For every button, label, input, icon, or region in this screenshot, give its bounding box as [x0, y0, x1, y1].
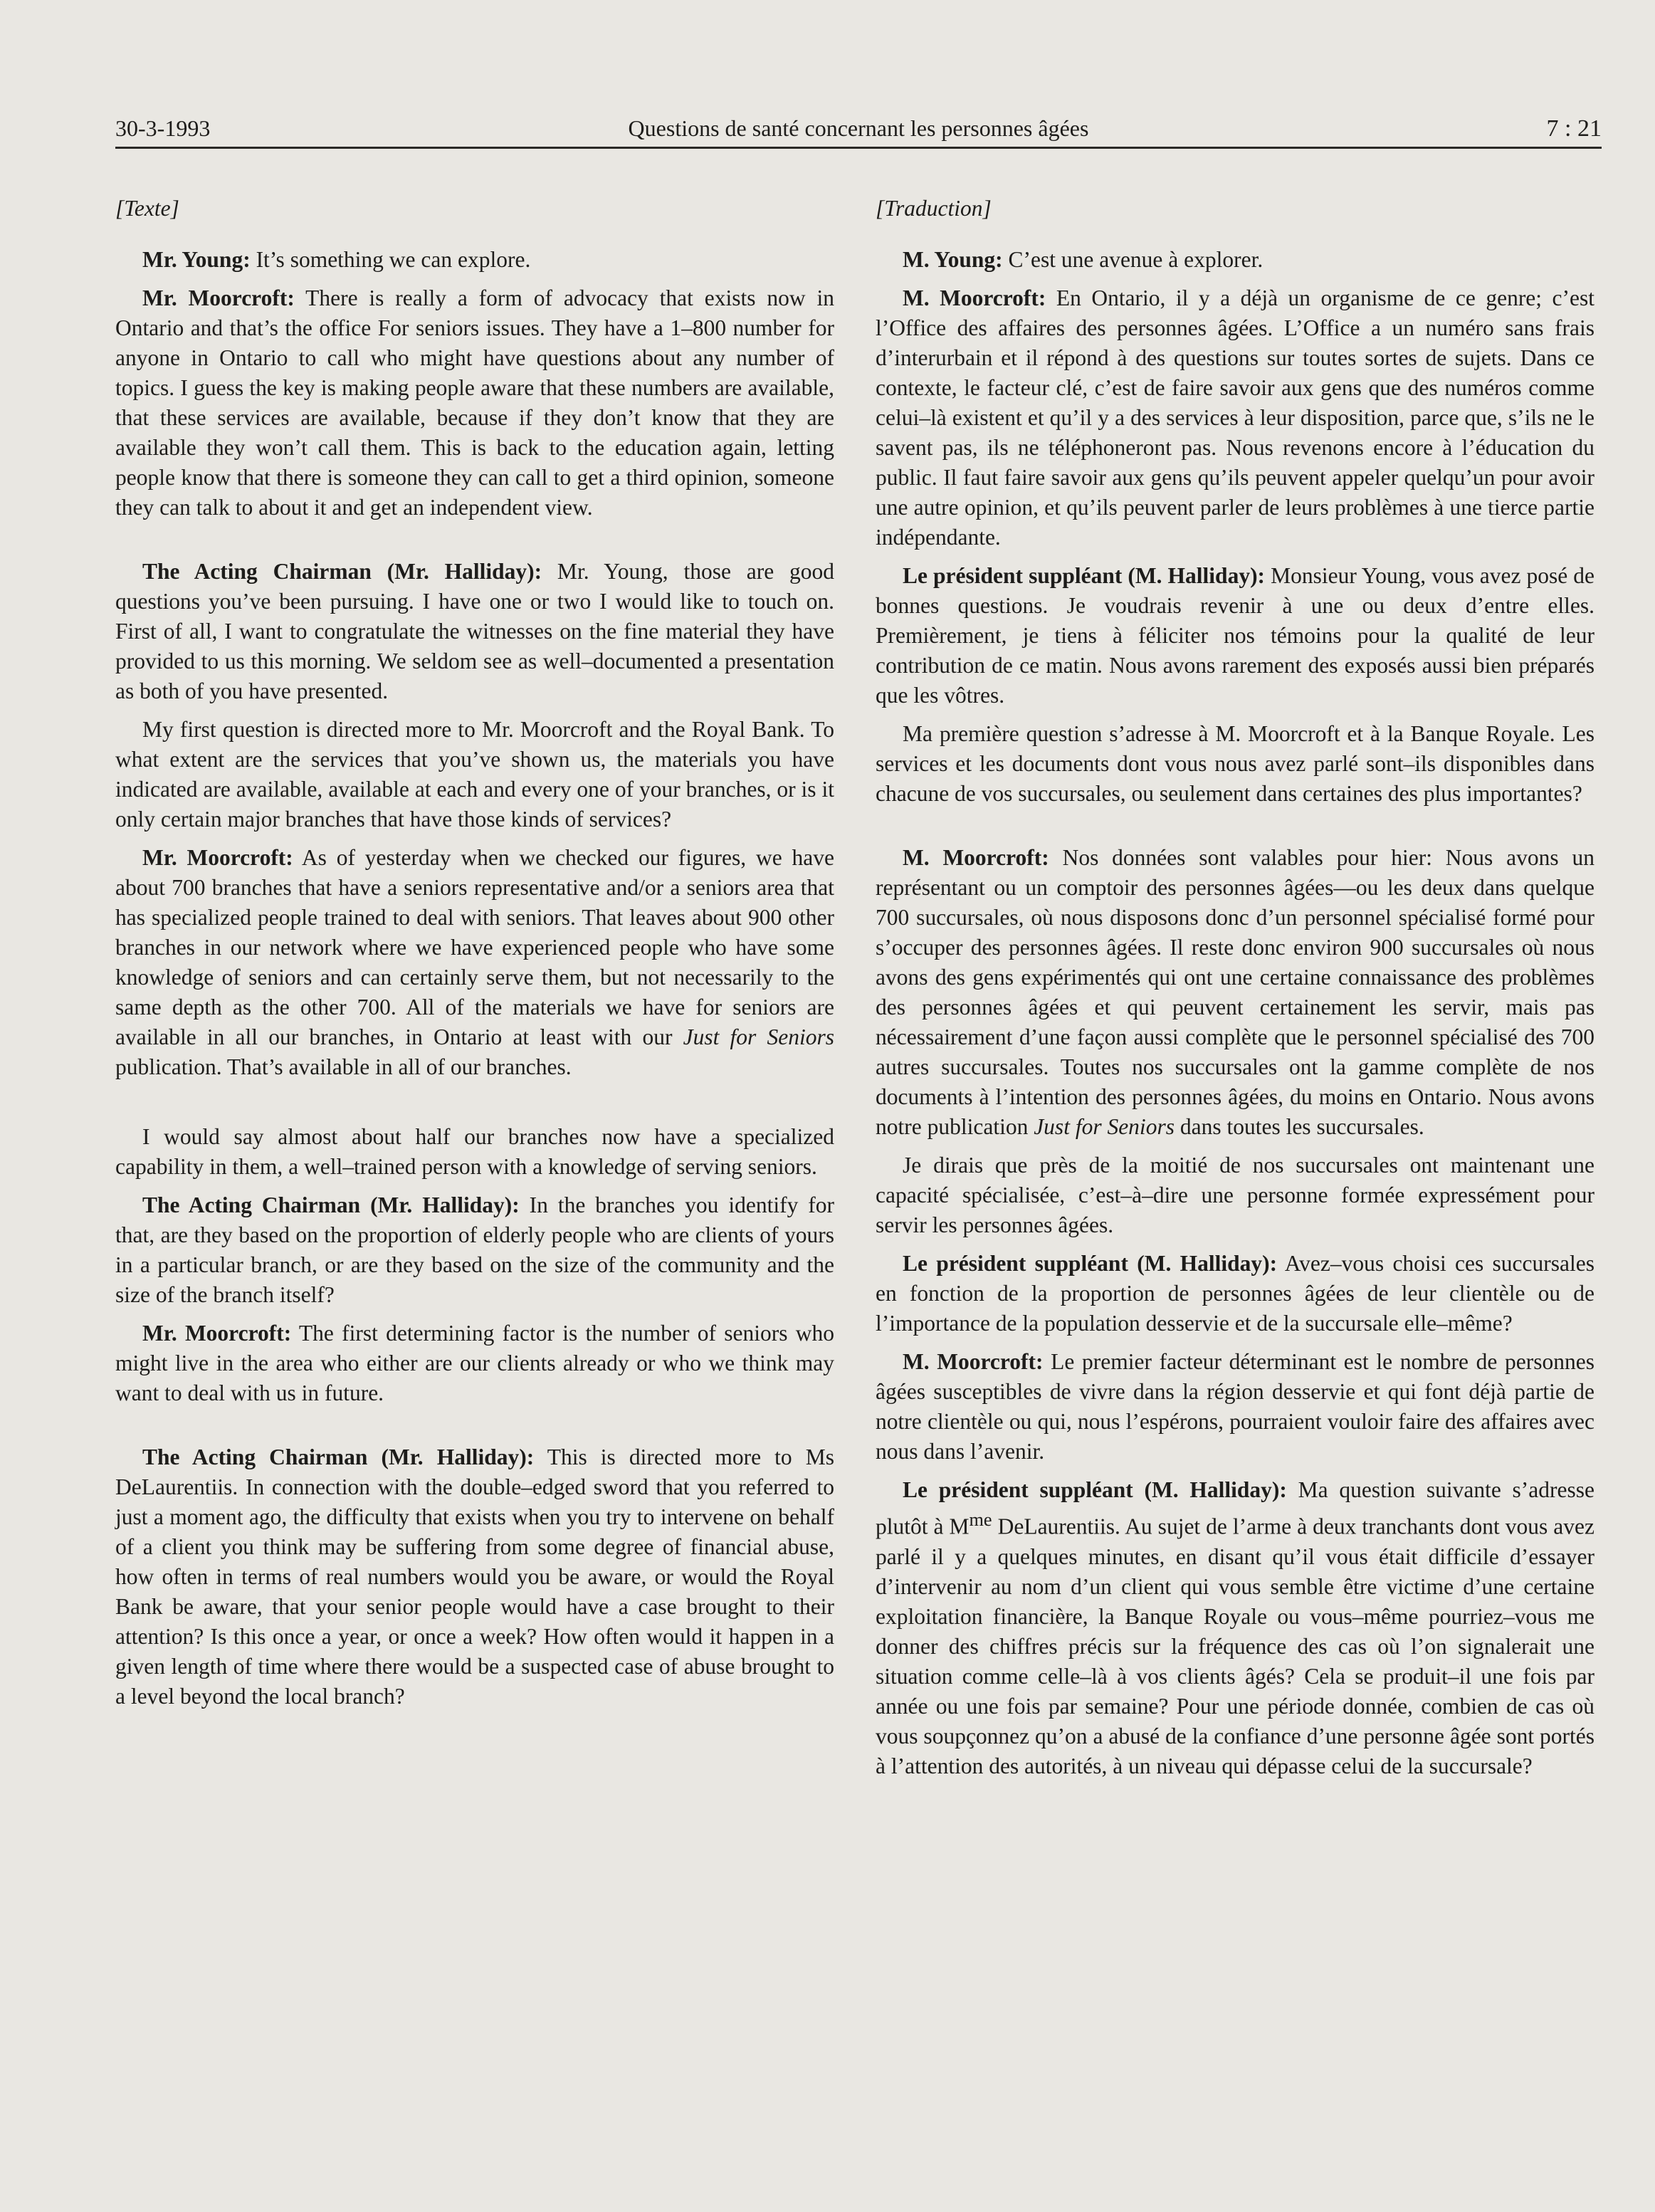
speaker: The Acting Chairman (Mr. Halliday):: [142, 1445, 535, 1469]
paragraph: I would say almost about half our branches now have a specialized capability in them, a well–trained person with a knowledge of serving seniors.: [115, 1124, 834, 1179]
speaker: Mr. Young:: [142, 247, 251, 272]
paragraph: Mr. Moorcroft: The first determining factor is the number of seniors who might live in the area who either are our clients already or who we think may want to deal with us in future.: [115, 1321, 835, 1405]
column-tag: [Texte]: [115, 196, 179, 221]
paragraph: Je dirais que près de la moitié de nos succursales ont maintenant une capacité spécialisée, c’est–à–dire une personne formée expressément pour servir les personnes âgées.: [876, 1153, 1594, 1237]
paragraph: M. Moorcroft: Le premier facteur déterminant est le nombre de personnes âgées susceptibles de vivre dans la région desservie et qui font déjà partie de notre clientèle ou qui, nous l’espérons, pourraient vouloir faire des affaires avec nous dans l’avenir.: [876, 1349, 1594, 1464]
paragraph: M. Young: C’est une avenue à explorer.: [903, 247, 1263, 272]
page-header: [115, 107, 1602, 147]
paragraph: Ma première question s’adresse à M. Moorcroft et à la Banque Royale. Les services et les documents dont vous nous avez parlé sont–ils disponibles dans chacune de vos succursales, ou seulement dans certaines des plus importantes?: [876, 721, 1594, 806]
speaker: M. Moorcroft:: [903, 1349, 1044, 1374]
english-column: [115, 194, 834, 1720]
header-title: Questions de santé concernant les personnes âgées: [628, 115, 1089, 141]
speaker: Le président suppléant (M. Halliday):: [903, 1251, 1278, 1276]
header-rule: [115, 147, 1602, 149]
paragraph: The Acting Chairman (Mr. Halliday): In the branches you identify for that, are they based on the proportion of elderly people who are clients of yours in a particular branch, or are they based on the size of the community and the size of the branch itself?: [115, 1193, 834, 1307]
paragraph: Mr. Young: It’s something we can explore.: [142, 247, 531, 272]
paragraph: Le président suppléant (M. Halliday): Ma question suivante s’adresse plutôt à $M^{me}$ DeLaurentiis. Au sujet de l’arme à deux tranchants dont vous avez parlé il y a quelques minutes, en disant qu’il vous était difficile d’essayer d’intervenir au nom d’un client qui vous semble être victime d’une certaine exploitation financière, la Banque Royale ou vous–même pourriez–vous me donner des chiffres précis sur la fréquence des cas où l’on signalerait une situation comme celle–là à vos clients âgés? Cela se produit–il une fois par année ou une fois par semaine? Pour une période donnée, combien de cas où vous soupçonnez qu’on a abusé de la confiance d’une personne âgée sont portés à l’attention des autorités, à un niveau qui dépasse celui de la succursale?: [876, 1477, 1594, 1778]
superscript: me: [969, 1509, 992, 1530]
publication-title: Just for Seniors: [1034, 1114, 1175, 1139]
page-number: 7 : 21: [1546, 115, 1602, 142]
paragraph: M. Moorcroft: En Ontario, il y a déjà un organisme de ce genre; c’est l’Office des affaires des personnes âgées. L’Office a un numéro sans frais d’interurbain et il répond à des questions sur toutes sortes de sujets. Dans ce contexte, le facteur clé, c’est de faire savoir aux gens que des numéros comme celui–là existent et qu’il y a des services à leur disposition, parce que, s’ils ne le savent pas, ils ne téléphoneront pas. Nous revenons encore à l’éducation du public. Il faut faire savoir aux gens qu’ils peuvent appeler quelqu’un pour avoir une autre opinion, et qu’ils peuvent parler de leurs problèmes à une tierce partie indépendante.: [876, 285, 1594, 550]
speaker: Le président suppléant (M. Halliday):: [903, 1477, 1287, 1502]
speaker: Mr. Moorcroft:: [142, 285, 295, 310]
speaker: Mr. Moorcroft:: [142, 1321, 292, 1346]
paragraph: Le président suppléant (M. Halliday): Monsieur Young, vous avez posé de bonnes questions. Je voudrais revenir à une ou deux d’entre elles. Premièrement, je tiens à féliciter nos témoins pour la qualité de leur contribution de ce matin. Nous avons rarement des exposés aussi bien préparés que les vôtres.: [876, 563, 1595, 708]
header-date: 30-3-1993: [115, 115, 211, 141]
speaker: M. Moorcroft:: [903, 845, 1049, 870]
paragraph: M. Moorcroft: Nos données sont valables pour hier: Nous avons un représentant ou un comptoir des personnes âgées—ou les deux dans quelque 700 succursales, où nous disposons donc d’un personnel spécialisé formé pour s’occuper des personnes âgées. Il reste donc environ 900 succursales où nous avons des gens expérimentés qui ont une certaine connaissance des problèmes des personnes âgées et qui peuvent certainement les servir, mais pas nécessairement d’une façon aussi complète que le personnel spécialisé des 700 autres succursales. Toutes nos succursales ont la gamme complète de nos documents à l’intention des personnes âgées, du moins en Ontario. Nous avons notre publication Just for Seniors dans toutes les succursales.: [876, 845, 1594, 1139]
speaker: M. Young:: [903, 247, 1003, 272]
speaker: The Acting Chairman (Mr. Halliday):: [142, 1193, 520, 1217]
speaker: Le président suppléant (M. Halliday):: [903, 563, 1266, 588]
paragraph: Le président suppléant (M. Halliday): Avez–vous choisi ces succursales en fonction de la proportion de personnes âgées de leur clientèle ou de l’importance de la population desservie et de la succursale elle–même?: [876, 1251, 1594, 1336]
paragraph: The Acting Chairman (Mr. Halliday): This is directed more to Ms DeLaurentiis. In connection with the double–edged sword that you referred to just a moment ago, the difficulty that exists when you try to intervene on behalf of a client you think may be suffering from some degree of financial abuse, how often in terms of real numbers would you be aware, or would the Royal Bank be aware, that your senior people would have a case brought to their attention? Is this once a year, or once a week? How often would it happen in a given length of time where there would be a suspected case of abuse brought to a level beyond the local branch?: [115, 1445, 834, 1709]
speaker: M. Moorcroft:: [903, 285, 1046, 310]
paragraph: My first question is directed more to Mr. Moorcroft and the Royal Bank. To what extent are the services that you’ve shown us, the materials you have indicated are available, available at each and every one of your branches, or is it only certain major branches that have those kinds of services?: [115, 717, 834, 832]
paragraph: Mr. Moorcroft: As of yesterday when we checked our figures, we have about 700 branches that have a seniors representative and/or a seniors area that has specialized people trained to deal with seniors. That leaves about 900 other branches in our network where we have experienced people who have some knowledge of seniors and can certainly serve them, but not necessarily to the same depth as the other 700. All of the materials we have for seniors are available in all our branches, in Ontario at least with our Just for Seniors publication. That’s available in all of our branches.: [115, 845, 834, 1079]
column-tag: [Traduction]: [876, 196, 992, 221]
publication-title: Just for Seniors: [683, 1024, 834, 1049]
paragraph: Mr. Moorcroft: There is really a form of advocacy that exists now in Ontario and that’s the office For seniors issues. They have a 1–800 number for anyone in Ontario to call who might have questions about any number of topics. I guess the key is making people aware that these numbers are available, that these services are available, because if they don’t know that they are available they won’t call them. This is back to the education again, letting people know that there is someone they can call to get a third opinion, someone they can talk to about it and get an independent view.: [115, 285, 834, 520]
speaker: Mr. Moorcroft:: [142, 845, 293, 870]
paragraph: The Acting Chairman (Mr. Halliday): Mr. Young, those are good questions you’ve been pursuing. I have one or two I would like to touch on. First of all, I want to congratulate the witnesses on the fine material they have provided to us this morning. We seldom see as well–documented a presentation as both of you have presented.: [115, 559, 834, 703]
speaker: The Acting Chairman (Mr. Halliday):: [142, 559, 542, 584]
french-column: [876, 194, 1594, 1790]
